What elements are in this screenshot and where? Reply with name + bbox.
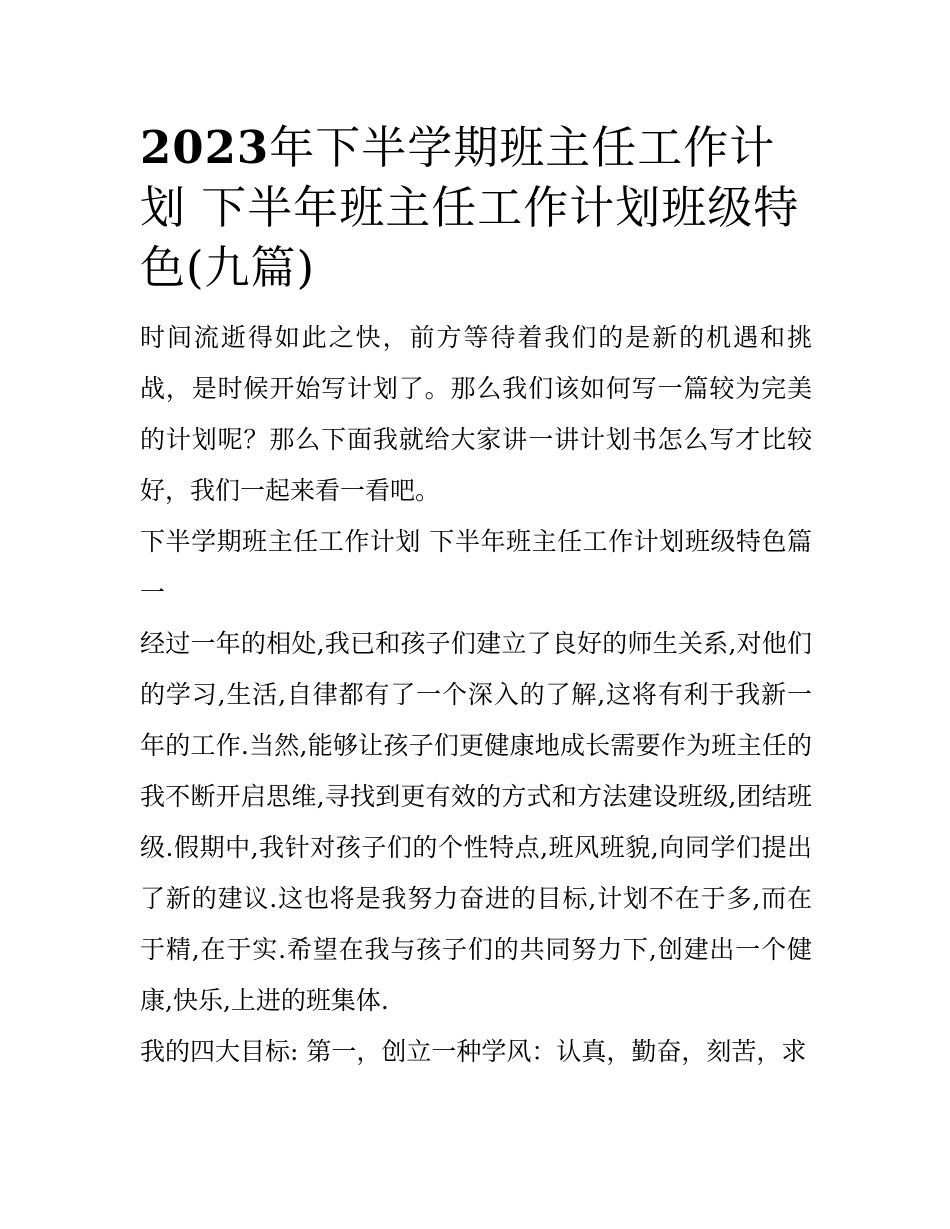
body-paragraph: 经过一年的相处,我已和孩子们建立了良好的师生关系,对他们的学习,生活,自律都有了一个深入的了解,这将有利于我新一年的工作.当然,能够让孩子们更健康地成长需要作为班主任的我不断开启思维,寻找到更有效的方式和方法建设班级,团结班级.假期中,我针对孩子们的个性特点,班风班貌,向同学们提出了新的建议.这也将是我努力奋进的目标,计划不在于多,而在于精,在于实.希望在我与孩子们的共同努力下,创建出一个健康,快乐,上进的班集体. [140,629,812,1015]
goals-paragraph: 我的四大目标: 第一，创立一种学风：认真，勤奋，刻苦，求 [140,1037,807,1066]
document-page [140,118,812,1077]
section-heading: 下半学期班主任工作计划 下半年班主任工作计划班级特色篇一 [140,527,812,607]
document-title [140,118,812,298]
intro-paragraph: 时间流逝得如此之快，前方等待着我们的是新的机遇和挑战，是时候开始写计划了。那么我们该如何写一篇较为完美的计划呢？那么下面我就给大家讲一讲计划书怎么写才比较好，我们一起来看一看吧。 [140,323,812,505]
title-text: 年下半学期班主任工作计划 下半年班主任工作计划班级特色(九篇) [140,121,800,294]
title-year: 2023 [140,121,270,174]
